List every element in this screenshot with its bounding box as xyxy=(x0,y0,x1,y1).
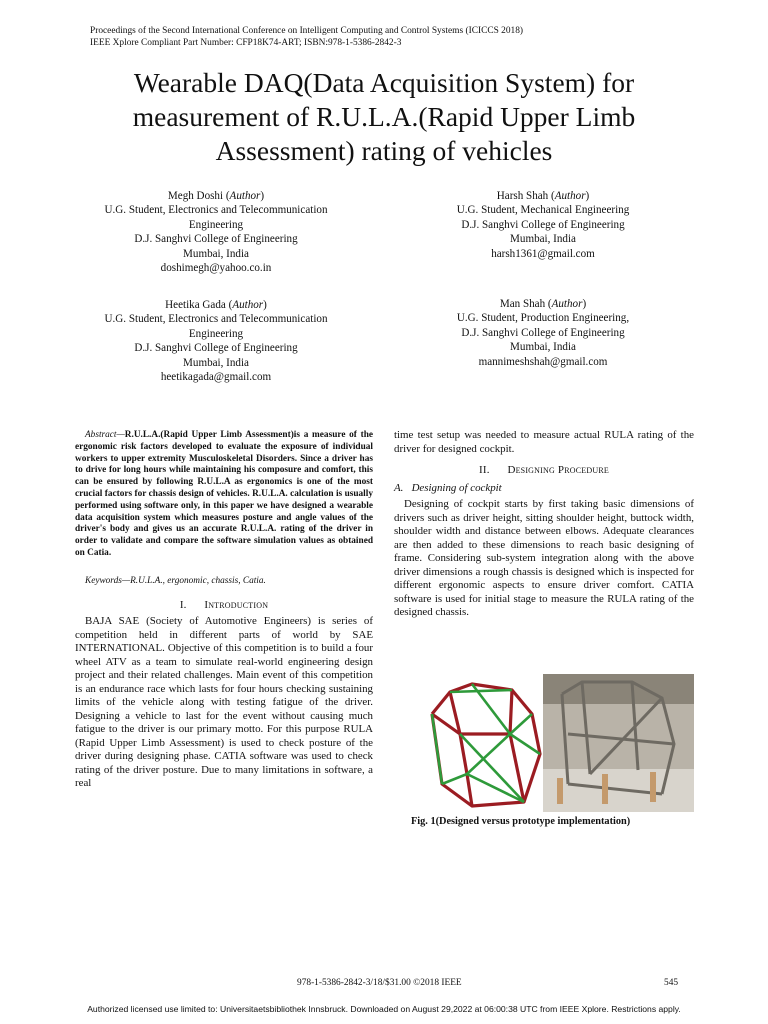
author-affiliation: D.J. Sanghvi College of Engineering xyxy=(134,233,298,246)
author-name: Megh Doshi (Author) xyxy=(167,190,265,202)
title-line: Assessment) rating of vehicles xyxy=(215,135,553,166)
conference-header xyxy=(90,25,523,49)
intro-continuation: time test setup was needed to measure actual RULA rating of the driver for designed cockpit. xyxy=(394,429,694,455)
author-affiliation: U.G. Student, Electronics and Telecommunication xyxy=(104,313,328,326)
author-affiliation: D.J. Sanghvi College of Engineering xyxy=(461,326,625,339)
author-name: Man Shah (Author) xyxy=(499,298,587,310)
author-affiliation: Engineering xyxy=(188,327,244,340)
figure-1 xyxy=(412,674,694,812)
section-heading: II. Designing Procedure xyxy=(479,464,609,476)
title-line: measurement of R.U.L.A.(Rapid Upper Limb xyxy=(132,101,636,132)
footer-isbn: 978-1-5386-2842-3/18/$31.00 ©2018 IEEE xyxy=(297,978,462,988)
title-line: Wearable DAQ(Data Acquisition System) for xyxy=(133,67,635,98)
author-affiliation: Mumbai, India xyxy=(183,356,249,369)
author-email[interactable]: mannimeshshah@gmail.com xyxy=(478,355,608,368)
author-affiliation: U.G. Student, Mechanical Engineering xyxy=(456,204,630,217)
intro-paragraph: BAJA SAE (Society of Automotive Engineers) is series of competition held in different parts of world by SAE INTERNATIONAL. Objective of this competition is to build a four wheel ATV as a team to simulate real-world engineering design project and their related challenges. Main event of this competition is an endurance race which lasts for four hours checking sustaining limits of the vehicle along with testing fatigue of the driver. Designing a vehicle to last for the event without causing much fatigue to the driver is our primary motto. For this purpose RULA (Rapid Upper Limb Assessment) is used to check posture of the driver during designing phase. CATIA software was used to check rating of the driver posture. Due to many limitations in software, a real xyxy=(75,615,373,790)
author-affiliation: Mumbai, India xyxy=(183,247,249,260)
abstract-label: Abstract— xyxy=(85,430,125,440)
cockpit-paragraph: Designing of cockpit starts by first taking basic dimensions of drivers such as driver height, sitting shoulder height, buttock width, shoulder width and distance between elbows. Adequate clearances are then added to these dimensions to reach basic designing of frame. Considering sub-system integration along with the above driver dimensions a rough chassis is designed which is inspected for different ergonomic aspects to ensure driver comfort. CATIA software is used for initial stage to measure the RULA rating of the designed chassis. xyxy=(394,498,694,618)
abstract xyxy=(75,430,373,560)
author-block xyxy=(393,189,693,261)
right-column xyxy=(394,429,694,620)
author-block xyxy=(66,189,366,275)
author-name: Harsh Shah (Author) xyxy=(496,190,590,202)
paper-title xyxy=(60,66,708,168)
author-email[interactable]: doshimegh@yahoo.co.in xyxy=(160,262,272,275)
author-block xyxy=(66,298,366,384)
license-notice: Authorized licensed use limited to: Universitaetsbibliothek Innsbruck. Downloaded on August 29,2022 at 06:00:38 UTC from IEEE Xplore. Restrictions apply. xyxy=(87,1004,681,1014)
section-heading: I. Introduction xyxy=(179,598,269,611)
author-name: Heetika Gada (Author) xyxy=(165,299,267,311)
subsection-heading: A. Designing of cockpit xyxy=(394,481,502,494)
author-affiliation: Engineering xyxy=(188,218,244,231)
conference-name: Proceedings of the Second International Conference on Intelligent Computing and Control Systems (ICICCS 2018) xyxy=(90,26,523,36)
abstract-text: R.U.L.A.(Rapid Upper Limb Assessment)is a measure of the ergonomic risk factors developed to evaluate the exposure of individual workers to upper extremity Musculoskeletal Disorders. Since a driver has to drive for long hours while maintaining his composure and comfort, this can be ensured by following R.U.L.A as ergonomics is one of the most crucial factors for chassis design of vehicles. R.U.L.A. calculation is usually performed using software only, in this paper we have designed a wearable data acquisition system which measures posture and angle values of the driver's body and gives us an accurate R.U.L.A. rating of the driver in order to validate and compare the software simulation values as obtained on Catia. xyxy=(75,430,373,558)
author-affiliation: D.J. Sanghvi College of Engineering xyxy=(134,342,298,355)
author-affiliation: U.G. Student, Production Engineering, xyxy=(456,312,630,325)
keywords-label: Keywords— xyxy=(85,575,131,586)
keywords-text: R.U.L.A., ergonomic, chassis, Catia. xyxy=(130,575,266,586)
left-column xyxy=(75,430,373,791)
page-number: 545 xyxy=(664,978,679,988)
figure-caption: Fig. 1(Designed versus prototype implementation) xyxy=(411,816,631,827)
author-email[interactable]: harsh1361@gmail.com xyxy=(491,247,595,260)
author-block xyxy=(393,297,693,369)
keywords xyxy=(75,575,373,587)
author-email[interactable]: heetikagada@gmail.com xyxy=(160,371,272,384)
author-affiliation: Mumbai, India xyxy=(510,233,576,246)
part-number: IEEE Xplore Compliant Part Number: CFP18K74-ART; ISBN:978-1-5386-2842-3 xyxy=(90,38,402,48)
chassis-cad-image xyxy=(412,674,694,812)
author-affiliation: U.G. Student, Electronics and Telecommunication xyxy=(104,204,328,217)
author-affiliation: D.J. Sanghvi College of Engineering xyxy=(461,218,625,231)
author-affiliation: Mumbai, India xyxy=(510,341,576,354)
